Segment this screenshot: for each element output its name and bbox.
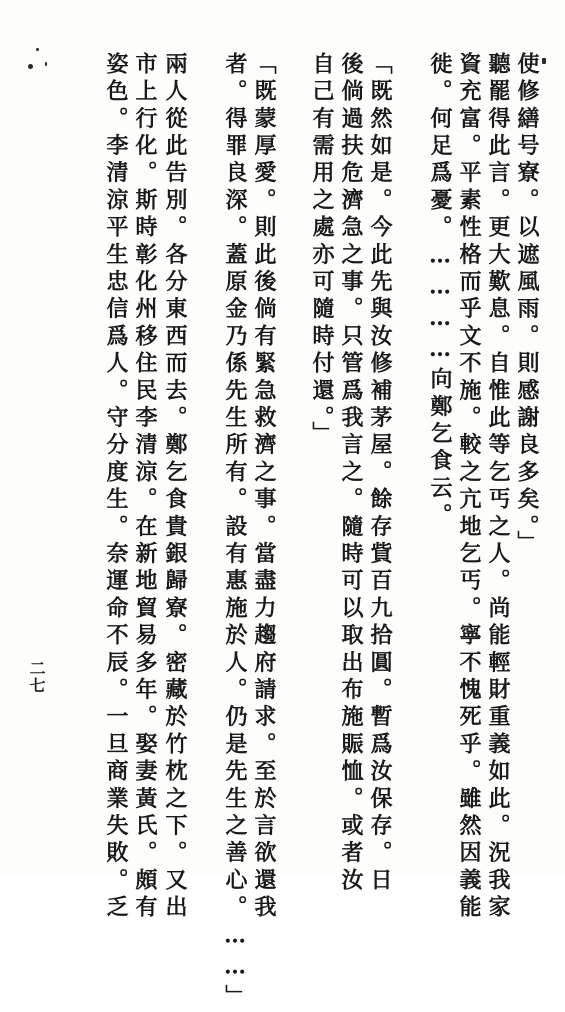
text-column-5: 「既然如是。今此先與汝修補茅屋。餘存貲百九拾圓。暫爲汝保存。日 bbox=[367, 52, 393, 896]
ink-speck bbox=[45, 62, 47, 66]
text-column-10: 兩人從此告別。各分東西而去。鄭乞食貴銀歸寮。密藏於竹枕之下。又出 bbox=[162, 52, 188, 923]
text-column-6: 後倘過扶危濟急之事。只管爲我言之。隨時可以取出布施賑恤。或者汝 bbox=[338, 52, 364, 896]
text-column-8: 「既蒙厚愛。則此後倘有緊急救濟之事。當盡力趨府請求。至於言欲還我 bbox=[251, 52, 277, 923]
text-column-1: 使修繕号寮。以遮風雨。則感謝良多矣。」 bbox=[514, 52, 540, 558]
text-column-2: 聽罷得此言。更大歎息。自惟此等乞丐之人。尚能輕財重義如此。況我家 bbox=[485, 52, 511, 923]
ink-speck bbox=[28, 64, 33, 69]
text-column-3: 資充富。平素性格而乎文不施。較之亢地乞丐。寧不愧死乎。雖然因義能 bbox=[456, 52, 482, 923]
ink-speck bbox=[542, 58, 546, 64]
text-column-12: 姿色。李清涼平生忠信爲人。守分度生。奈運命不辰。一旦商業失敗。乏 bbox=[103, 52, 129, 923]
text-column-4: 徙。何足爲憂。…………向鄭乞食云。 bbox=[427, 52, 453, 531]
page-number: 二七 bbox=[27, 660, 46, 694]
text-column-11: 市上行化。斯時彰化州移住民李清涼。在新地貿易多年。娶妻黃氏。頗有 bbox=[132, 52, 158, 923]
ink-speck bbox=[36, 48, 39, 51]
text-column-9: 者。得罪良深。蓋原金乃係先生所有。設有惠施於人。仍是先生之善心。……」 bbox=[222, 52, 248, 1012]
text-column-7: 自己有需用之處亦可隨時付還。」 bbox=[309, 52, 335, 449]
